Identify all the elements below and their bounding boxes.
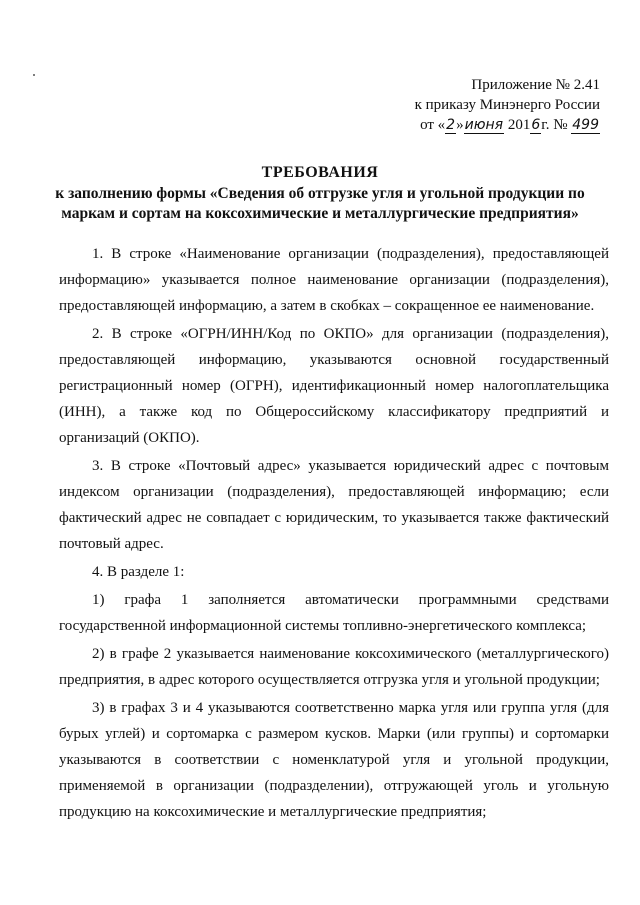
paragraph-1: 1. В строке «Наименование организации (подразделения), предоставляющей информацию» указывается полное наименование организации (подразделения), предоставляющей информацию, а затем в скобках – сокращенное ее наименование. [59, 246, 609, 314]
date-prefix: от « [420, 117, 446, 133]
order-date-line [380, 115, 600, 135]
appendix-number: Приложение № 2.41 [471, 77, 600, 93]
scan-speck [33, 74, 35, 76]
document-title [40, 163, 600, 224]
date-mid: » [456, 117, 464, 133]
date-suffix: г. № [541, 117, 568, 133]
order-reference: к приказу Минэнерго России [414, 97, 600, 113]
paragraph-4: 4. В разделе 1: [92, 564, 185, 580]
appendix-header [380, 75, 600, 135]
paragraph-3: 3. В строке «Почтовый адрес» указывается юридический адрес с почтовым индексом организации (подразделения), предоставляющей информацию; если фактический адрес не совпадает с юридическим, то указывается также фактический почтовый адрес. [59, 458, 609, 552]
date-month-handwritten: июня [464, 117, 504, 133]
sub-item-2: 2) в графе 2 указывается наименование коксохимического (металлургического) предприятия, в адрес которого осуществляется отгрузка угля и угольной продукции; [59, 646, 609, 688]
document-body [59, 241, 609, 825]
title-line-1: к заполнению формы «Сведения об отгрузке угля и угольной продукции по [55, 185, 585, 202]
order-number-handwritten: 499 [572, 117, 599, 133]
sub-item-1: 1) графа 1 заполняется автоматически программными средствами государственной информационной системы топливно-энергетического комплекса; [59, 592, 609, 634]
date-day-handwritten: 2 [446, 117, 456, 133]
date-year-digit-handwritten: 6 [531, 117, 541, 133]
date-year-prefix: 201 [507, 117, 531, 133]
paragraph-2: 2. В строке «ОГРН/ИНН/Код по ОКПО» для организации (подразделения), предоставляющей информацию, указываются основной государственный регистрационный номер (ОГРН), идентификационный номер налогоплательщика (ИНН), а также код по Общероссийскому классификатору предприятий и организаций (ОКПО). [59, 326, 609, 446]
sub-item-3: 3) в графах 3 и 4 указываются соответственно марка угля или группа угля (для бурых углей) и сортомарка с размером кусков. Марки (или группы) и сортомарки указываются в соответствии с номенклатурой угля и угольной продукции, применяемой в организации (подразделении), отгружающей уголь и угольную продукцию на коксохимические и металлургические предприятия; [59, 700, 609, 820]
title-heading: ТРЕБОВАНИЯ [261, 164, 379, 181]
title-line-2: маркам и сортам на коксохимические и металлургические предприятия» [61, 205, 579, 222]
